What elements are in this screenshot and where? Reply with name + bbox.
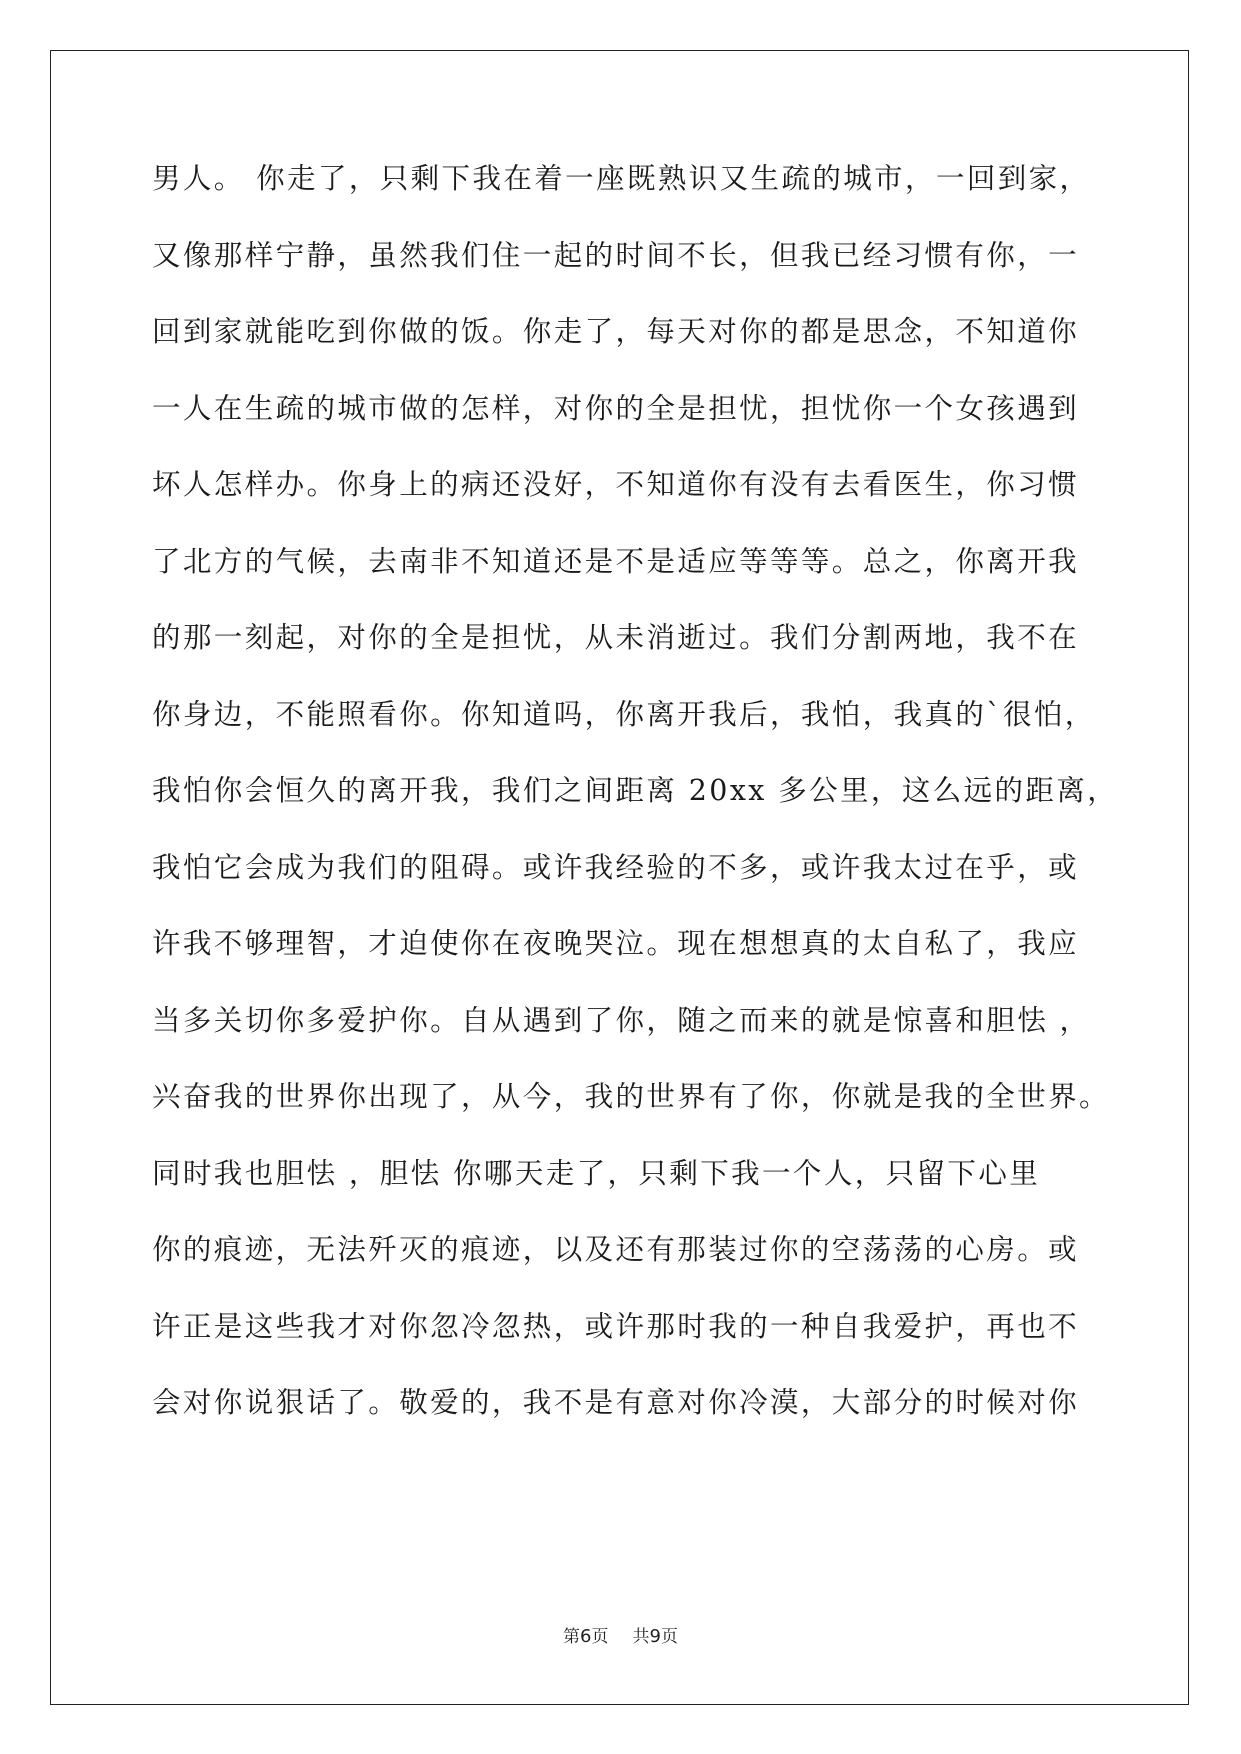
page-prefix: 第 (563, 1627, 581, 1647)
text-line: 许我不够理智，才迫使你在夜晚哭泣。现在想想真的太自私了，我应 (152, 927, 1080, 960)
text-line: 男人。 你走了，只剩下我在着一座既熟识又生疏的城市，一回到家， (152, 162, 1091, 195)
text-line: 我怕你会恒久的离开我，我们之间距离 20xx 多公里，这么远的距离， (152, 774, 1119, 807)
text-line: 同时我也胆怯 ，胆怯 你哪天走了，只剩下我一个人，只留下心里 (152, 1156, 1041, 1190)
text-line: 的那一刻起，对你的全是担忧，从未消逝过。我们分割两地，我不在 (152, 621, 1080, 654)
text-line: 了北方的气候，去南非不知道还是不是适应等等等。总之，你离开我 (152, 544, 1080, 578)
text-line: 我怕它会成为我们的阻碍。或许我经验的不多，或许我太过在乎，或 (152, 850, 1080, 884)
text-line: 许正是这些我才对你忽冷忽热，或许那时我的一种自我爱护，再也不 (152, 1309, 1080, 1343)
total-prefix: 共 (632, 1627, 650, 1647)
text-line: 坏人怎样办。你身上的病还没好，不知道你有没有去看医生，你习惯 (152, 468, 1080, 501)
page-number: 6 (580, 1626, 592, 1647)
text-line: 又像那样宁静，虽然我们住一起的时间不长，但我已经习惯有你，一 (152, 238, 1080, 272)
text-line: 回到家就能吃到你做的饭。你走了，每天对你的都是思念，不知道你 (152, 315, 1080, 348)
text-line: 会对你说狠话了。敬爱的，我不是有意对你冷漠，大部分的时候对你 (152, 1386, 1080, 1419)
total-pages: 9 (649, 1626, 661, 1647)
page-footer (0, 1626, 1241, 1648)
body-text (152, 162, 1119, 1465)
text-line: 兴奋我的世界你出现了，从今，我的世界有了你，你就是我的全世界。 (152, 1080, 1110, 1113)
text-line: 你的痕迹，无法歼灭的痕迹，以及还有那装过你的空荡荡的心房。或 (152, 1233, 1080, 1266)
total-suffix: 页 (660, 1627, 678, 1647)
text-line: 当多关切你多爱护你。自从遇到了你，随之而来的就是惊喜和胆怯 ， (152, 1003, 1091, 1037)
text-line: 你身边，不能照看你。你知道吗，你离开我后，我怕，我真的`很怕， (152, 697, 1096, 731)
text-line: 一人在生疏的城市做的怎样，对你的全是担忧，担忧你一个女孩遇到 (152, 391, 1080, 425)
page-suffix: 页 (591, 1627, 609, 1647)
